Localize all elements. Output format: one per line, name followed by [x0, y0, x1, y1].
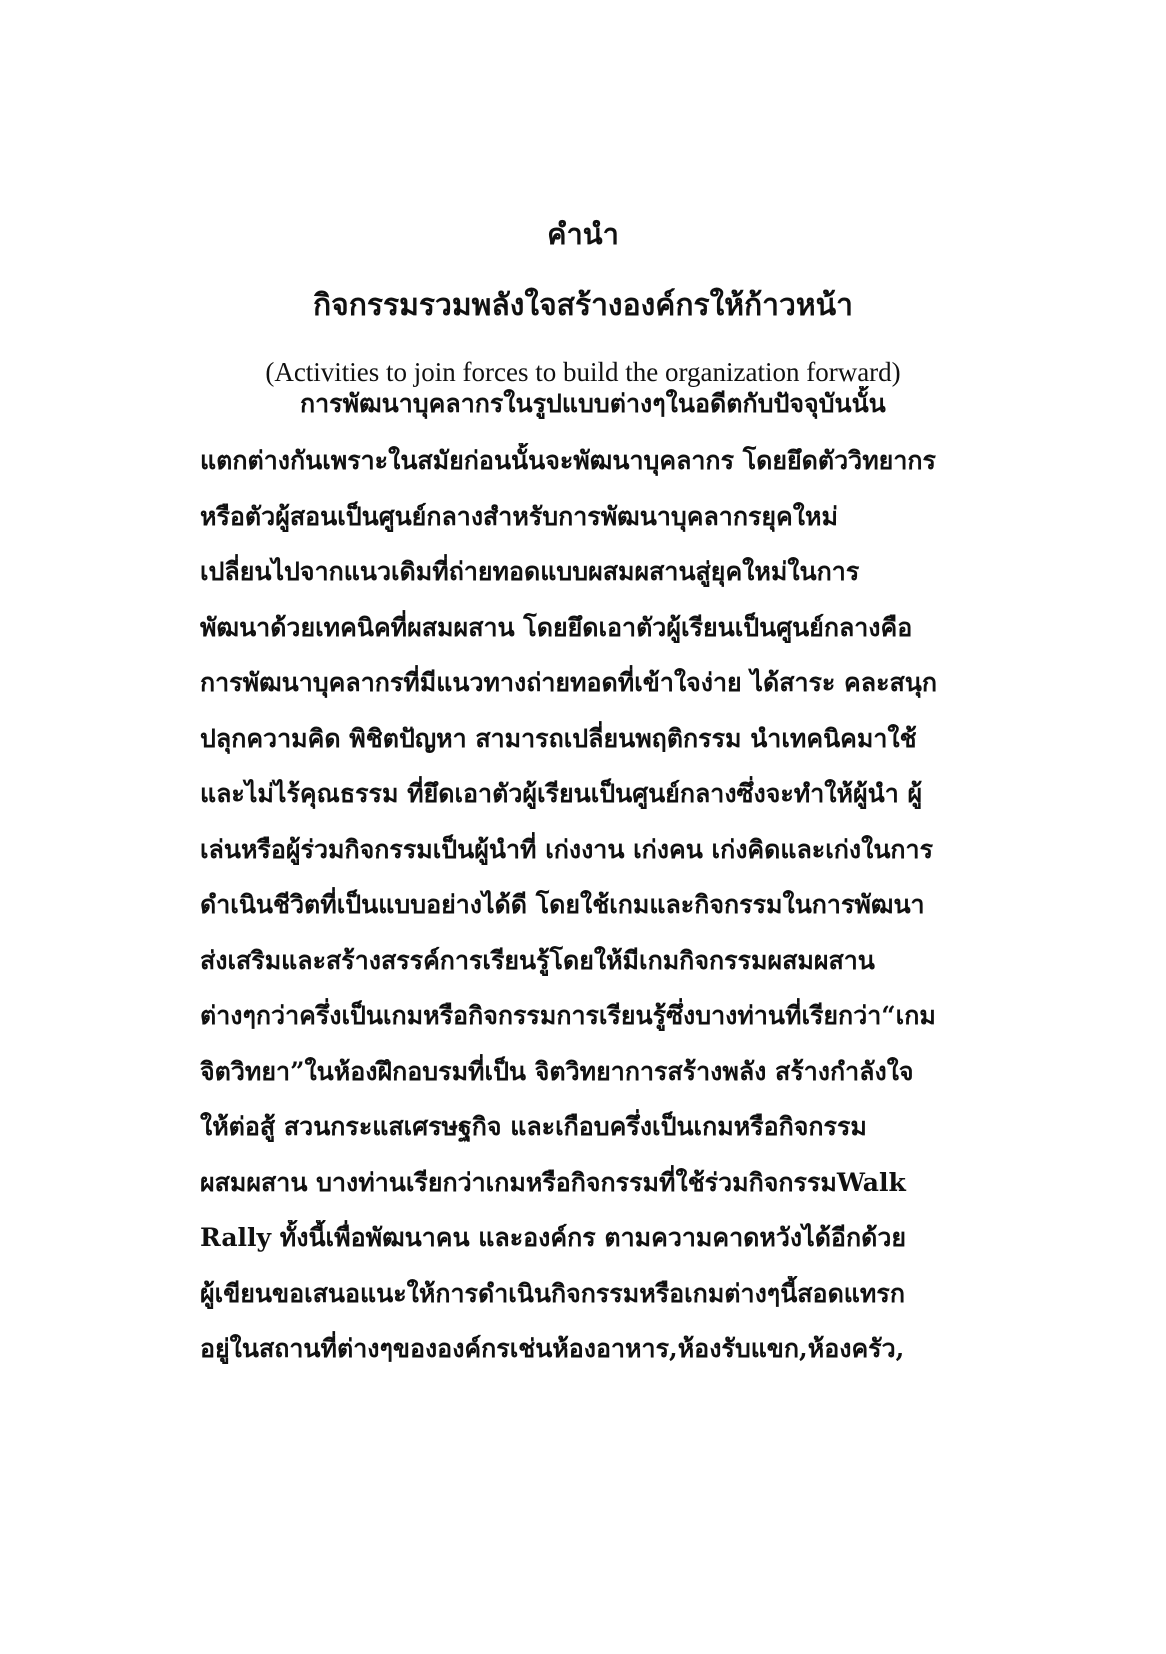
paragraph-line: Rally ทั้งนี้เพื่อพัฒนาคน และองค์กร ตามความคาดหวังได้อีกด้วย: [200, 1223, 907, 1252]
paragraph-line: ส่งเสริมและสร้างสรรค์การเรียนรู้โดยให้มีเกมกิจกรรมผสมผสาน: [200, 946, 875, 975]
paragraph-line: พัฒนาด้วยเทคนิคที่ผสมผสาน โดยยึดเอาตัวผู้เรียนเป็นศูนย์กลางคือ: [200, 613, 913, 642]
paragraph-line: แตกต่างกันเพราะในสมัยก่อนนั้นจะพัฒนาบุคลากร โดยยึดตัววิทยากร: [200, 446, 936, 475]
english-subtitle: (Activities to join forces to build the organization forward): [265, 357, 901, 387]
paragraph-line: จิตวิทยา”ในห้องฝึกอบรมที่เป็น จิตวิทยาการสร้างพลัง สร้างกำลังใจ: [200, 1057, 914, 1086]
page-subtitle: กิจกรรมรวมพลังใจสร้างองค์กรให้ก้าวหน้า: [312, 288, 853, 323]
paragraph-line: ผสมผสาน บางท่านเรียกว่าเกมหรือกิจกรรมที่ใช้ร่วมกิจกรรมWalk: [200, 1168, 906, 1197]
paragraph-line: และไม่ไร้คุณธรรม ที่ยึดเอาตัวผู้เรียนเป็นศูนย์กลางซึ่งจะทำให้ผู้นำ ผู้: [200, 779, 923, 808]
paragraph-line: ดำเนินชีวิตที่เป็นแบบอย่างได้ดี โดยใช้เกมและกิจกรรมในการพัฒนา: [200, 890, 925, 919]
page-title: คำนำ: [547, 217, 619, 251]
paragraph-line: การพัฒนาบุคลากรที่มีแนวทางถ่ายทอดที่เข้าใจง่าย ได้สาระ คละสนุก: [200, 668, 938, 697]
paragraph-line: อยู่ในสถานที่ต่างๆขององค์กรเช่นห้องอาหาร,ห้องรับแขก,ห้องครัว,: [200, 1334, 905, 1363]
paragraph-line: ให้ต่อสู้ สวนกระแสเศรษฐกิจ และเกือบครึ่งเป็นเกมหรือกิจกรรม: [200, 1112, 867, 1141]
paragraph-line: การพัฒนาบุคลากรในรูปแบบต่างๆในอดีตกับปัจจุบันนั้น: [300, 389, 886, 418]
paragraph-line: ผู้เขียนขอเสนอแนะให้การดำเนินกิจกรรมหรือเกมต่างๆนี้สอดแทรก: [200, 1279, 905, 1308]
paragraph-line: ปลุกความคิด พิชิตปัญหา สามารถเปลี่ยนพฤติกรรม นำเทคนิคมาใช้: [200, 724, 917, 753]
paragraph-line: เปลี่ยนไปจากแนวเดิมที่ถ่ายทอดแบบผสมผสานสู่ยุคใหม่ในการ: [200, 557, 860, 586]
paragraph-line: ต่างๆกว่าครึ่งเป็นเกมหรือกิจกรรมการเรียนรู้ซึ่งบางท่านที่เรียกว่า“เกม: [200, 1001, 936, 1030]
paragraph-line: เล่นหรือผู้ร่วมกิจกรรมเป็นผู้นำที่ เก่งงาน เก่งคน เก่งคิดและเก่งในการ: [200, 835, 934, 864]
paragraph-line: หรือตัวผู้สอนเป็นศูนย์กลางสำหรับการพัฒนาบุคลากรยุคใหม่: [200, 502, 838, 531]
